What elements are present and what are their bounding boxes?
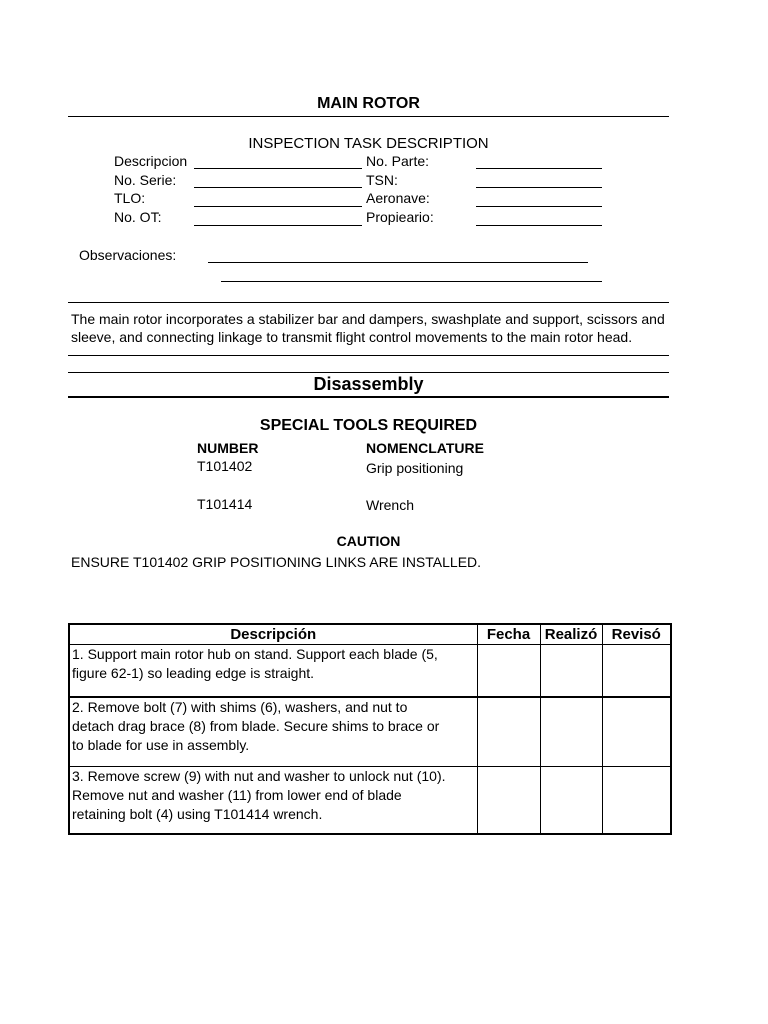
- field-label-descripcion: Descripcion: [114, 153, 188, 169]
- description-line-1: The main rotor incorporates a stabilizer bar and dampers, swashplate and support, scissors and: [71, 311, 665, 327]
- tool-number: T101402: [197, 458, 253, 474]
- divider: [68, 372, 669, 373]
- page-title: MAIN ROTOR: [317, 95, 420, 112]
- step-line: retaining bolt (4) using T101414 wrench.: [72, 806, 323, 822]
- page-subtitle: INSPECTION TASK DESCRIPTION: [248, 135, 489, 152]
- divider: [68, 302, 669, 303]
- fecha-cell[interactable]: [477, 645, 540, 698]
- caution-heading: CAUTION: [336, 533, 401, 549]
- fecha-cell[interactable]: [477, 697, 540, 767]
- fecha-cell[interactable]: [477, 767, 540, 835]
- tool-name: Grip positioning: [366, 460, 464, 476]
- step-line: Remove nut and washer (11) from lower end of blade: [72, 787, 402, 803]
- field-label-aeronave: Aeronave:: [366, 190, 430, 206]
- divider: [68, 396, 669, 398]
- field-label-propieario: Propieario:: [366, 209, 434, 225]
- reviso-cell[interactable]: [602, 767, 671, 835]
- col-header-realizo: Realizó: [540, 624, 602, 645]
- tools-col-nomenclature: NOMENCLATURE: [366, 440, 484, 456]
- field-descripcion-blank[interactable]: [194, 168, 362, 169]
- tool-name: Wrench: [366, 497, 414, 513]
- field-label-no-serie: No. Serie:: [114, 172, 177, 188]
- step-description: [69, 645, 477, 698]
- col-header-fecha: Fecha: [477, 624, 540, 645]
- realizo-cell[interactable]: [540, 767, 602, 835]
- field-label-tlo: TLO:: [114, 190, 146, 206]
- field-no-parte-blank[interactable]: [476, 168, 602, 169]
- table-row: [69, 697, 671, 767]
- tools-heading: SPECIAL TOOLS REQUIRED: [259, 417, 478, 434]
- step-line: 1. Support main rotor hub on stand. Support each blade (5,: [72, 646, 438, 662]
- table-row: [69, 767, 671, 835]
- realizo-cell[interactable]: [540, 645, 602, 698]
- step-line: to blade for use in assembly.: [72, 737, 250, 753]
- step-line: detach drag brace (8) from blade. Secure shims to brace or: [72, 718, 440, 734]
- step-line: figure 62-1) so leading edge is straight.: [72, 665, 315, 681]
- field-tlo-blank[interactable]: [194, 206, 362, 207]
- tools-col-number: NUMBER: [197, 440, 259, 456]
- field-no-ot-blank[interactable]: [194, 225, 362, 226]
- divider: [68, 116, 669, 117]
- col-header-descripcion: Descripción: [69, 624, 477, 645]
- tool-number: T101414: [197, 496, 253, 512]
- observations-line-1[interactable]: [208, 262, 588, 263]
- step-description: [69, 697, 477, 767]
- section-title: Disassembly: [313, 374, 424, 394]
- observations-label: Observaciones:: [79, 247, 177, 263]
- col-header-reviso: Revisó: [602, 624, 671, 645]
- step-description: [69, 767, 477, 835]
- steps-table: [68, 623, 672, 835]
- step-line: 3. Remove screw (9) with nut and washer to unlock nut (10).: [72, 768, 446, 784]
- divider: [68, 355, 669, 356]
- table-row: [69, 645, 671, 698]
- field-propieario-blank[interactable]: [476, 225, 602, 226]
- step-line: 2. Remove bolt (7) with shims (6), washers, and nut to: [72, 699, 408, 715]
- field-aeronave-blank[interactable]: [476, 206, 602, 207]
- table-header-row: [69, 624, 671, 645]
- caution-text: ENSURE T101402 GRIP POSITIONING LINKS ARE INSTALLED.: [71, 554, 482, 570]
- field-no-serie-blank[interactable]: [194, 187, 362, 188]
- realizo-cell[interactable]: [540, 697, 602, 767]
- field-tsn-blank[interactable]: [476, 187, 602, 188]
- reviso-cell[interactable]: [602, 645, 671, 698]
- observations-line-2[interactable]: [221, 281, 602, 282]
- reviso-cell[interactable]: [602, 697, 671, 767]
- field-label-no-ot: No. OT:: [114, 209, 162, 225]
- description-line-2: sleeve, and connecting linkage to transmit flight control movements to the main rotor head.: [71, 329, 633, 345]
- field-label-no-parte: No. Parte:: [366, 153, 430, 169]
- field-label-tsn: TSN:: [366, 172, 398, 188]
